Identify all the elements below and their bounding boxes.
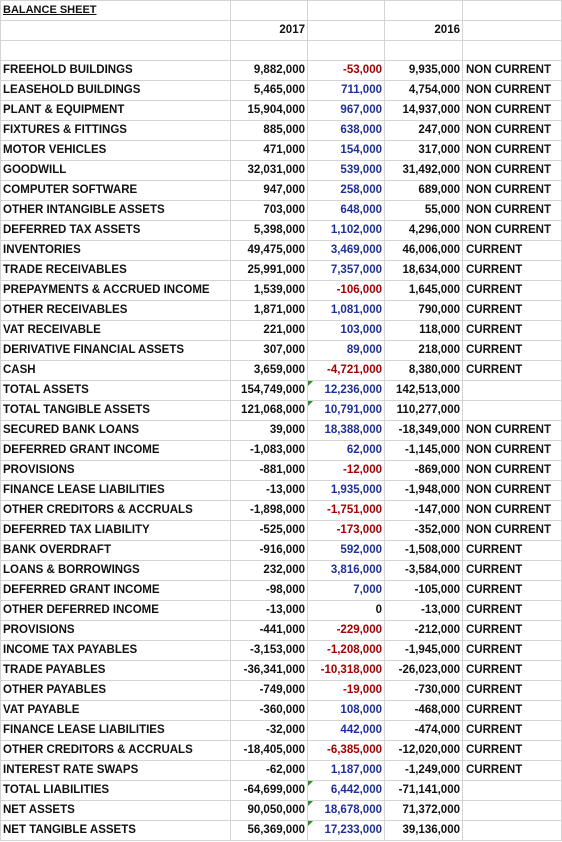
empty-cell[interactable] xyxy=(385,41,463,61)
row-label-cell[interactable]: NET TANGIBLE ASSETS xyxy=(1,821,231,841)
previous-year-cell[interactable]: -1,508,000 xyxy=(385,541,463,561)
row-label-cell[interactable]: OTHER CREDITORS & ACCRUALS xyxy=(1,501,231,521)
change-cell[interactable]: -229,000 xyxy=(308,621,385,641)
previous-year-cell[interactable]: -1,945,000 xyxy=(385,641,463,661)
row-label-cell[interactable]: LEASEHOLD BUILDINGS xyxy=(1,81,231,101)
table-row xyxy=(1,181,562,201)
change-cell[interactable]: 12,236,000 xyxy=(308,381,385,401)
previous-year-cell[interactable]: 142,513,000 xyxy=(385,381,463,401)
category-cell[interactable]: CURRENT xyxy=(463,581,562,601)
previous-year-cell[interactable]: -105,000 xyxy=(385,581,463,601)
category-cell[interactable]: CURRENT xyxy=(463,541,562,561)
current-year-cell[interactable]: -18,405,000 xyxy=(231,741,308,761)
category-cell[interactable]: NON CURRENT xyxy=(463,421,562,441)
category-cell[interactable]: CURRENT xyxy=(463,621,562,641)
previous-year-cell[interactable]: 9,935,000 xyxy=(385,61,463,81)
row-label-cell[interactable]: DERIVATIVE FINANCIAL ASSETS xyxy=(1,341,231,361)
category-cell[interactable]: NON CURRENT xyxy=(463,181,562,201)
change-cell[interactable]: 10,791,000 xyxy=(308,401,385,421)
table-row xyxy=(1,701,562,721)
row-label-cell[interactable]: CASH xyxy=(1,361,231,381)
change-cell[interactable]: -6,385,000 xyxy=(308,741,385,761)
table-row xyxy=(1,581,562,601)
previous-year-cell[interactable]: 4,754,000 xyxy=(385,81,463,101)
table-row xyxy=(1,401,562,421)
category-cell[interactable]: NON CURRENT xyxy=(463,521,562,541)
row-label-cell[interactable]: DEFERRED TAX LIABILITY xyxy=(1,521,231,541)
previous-year-cell[interactable]: 1,645,000 xyxy=(385,281,463,301)
current-year-cell[interactable]: 5,398,000 xyxy=(231,221,308,241)
row-label-cell[interactable]: OTHER PAYABLES xyxy=(1,681,231,701)
change-cell[interactable]: -4,721,000 xyxy=(308,361,385,381)
table-row xyxy=(1,381,562,401)
previous-year-cell[interactable]: 55,000 xyxy=(385,201,463,221)
table-row xyxy=(1,641,562,661)
table-row xyxy=(1,321,562,341)
previous-year-cell[interactable]: 46,006,000 xyxy=(385,241,463,261)
row-label-cell[interactable]: DEFERRED TAX ASSETS xyxy=(1,221,231,241)
previous-year-cell[interactable]: 218,000 xyxy=(385,341,463,361)
row-label-cell[interactable]: GOODWILL xyxy=(1,161,231,181)
current-year-cell[interactable]: 885,000 xyxy=(231,121,308,141)
current-year-cell[interactable]: 5,465,000 xyxy=(231,81,308,101)
previous-year-cell[interactable]: -26,023,000 xyxy=(385,661,463,681)
row-label-cell[interactable]: LOANS & BORROWINGS xyxy=(1,561,231,581)
table-row xyxy=(1,801,562,821)
change-cell[interactable]: 592,000 xyxy=(308,541,385,561)
empty-cell[interactable] xyxy=(385,1,463,21)
previous-year-cell[interactable]: -869,000 xyxy=(385,461,463,481)
category-cell[interactable]: NON CURRENT xyxy=(463,481,562,501)
change-cell[interactable]: 18,678,000 xyxy=(308,801,385,821)
change-cell[interactable]: -10,318,000 xyxy=(308,661,385,681)
current-year-cell[interactable]: 121,068,000 xyxy=(231,401,308,421)
category-cell[interactable]: NON CURRENT xyxy=(463,161,562,181)
row-label-cell[interactable]: DEFERRED GRANT INCOME xyxy=(1,581,231,601)
current-year-cell[interactable]: 9,882,000 xyxy=(231,61,308,81)
year-header-row xyxy=(1,21,562,41)
row-label-cell[interactable]: OTHER DEFERRED INCOME xyxy=(1,601,231,621)
row-label-cell[interactable]: INVENTORIES xyxy=(1,241,231,261)
category-cell[interactable] xyxy=(463,801,562,821)
empty-cell[interactable] xyxy=(308,41,385,61)
row-label-cell[interactable]: FIXTURES & FITTINGS xyxy=(1,121,231,141)
change-cell[interactable]: 62,000 xyxy=(308,441,385,461)
table-row xyxy=(1,821,562,841)
category-cell[interactable]: NON CURRENT xyxy=(463,201,562,221)
current-year-cell[interactable]: -1,083,000 xyxy=(231,441,308,461)
row-label-cell[interactable]: MOTOR VEHICLES xyxy=(1,141,231,161)
row-label-cell[interactable]: INTEREST RATE SWAPS xyxy=(1,761,231,781)
row-label-cell[interactable]: FINANCE LEASE LIABILITIES xyxy=(1,721,231,741)
row-label-cell[interactable]: COMPUTER SOFTWARE xyxy=(1,181,231,201)
sheet-body xyxy=(1,1,562,841)
category-cell[interactable]: CURRENT xyxy=(463,321,562,341)
previous-year-cell[interactable]: -18,349,000 xyxy=(385,421,463,441)
category-cell[interactable]: NON CURRENT xyxy=(463,441,562,461)
change-cell[interactable]: 638,000 xyxy=(308,121,385,141)
category-cell[interactable]: NON CURRENT xyxy=(463,501,562,521)
category-cell[interactable]: CURRENT xyxy=(463,741,562,761)
change-cell[interactable]: 967,000 xyxy=(308,101,385,121)
change-cell[interactable]: 89,000 xyxy=(308,341,385,361)
row-label-cell[interactable]: TOTAL LIABILITIES xyxy=(1,781,231,801)
change-cell[interactable]: -12,000 xyxy=(308,461,385,481)
row-label-cell[interactable]: NET ASSETS xyxy=(1,801,231,821)
current-year-cell[interactable]: -360,000 xyxy=(231,701,308,721)
table-row xyxy=(1,341,562,361)
table-row xyxy=(1,61,562,81)
previous-year-cell[interactable]: -71,141,000 xyxy=(385,781,463,801)
previous-year-cell[interactable]: -730,000 xyxy=(385,681,463,701)
current-year-cell[interactable]: 32,031,000 xyxy=(231,161,308,181)
row-label-cell[interactable]: VAT PAYABLE xyxy=(1,701,231,721)
change-cell[interactable]: -173,000 xyxy=(308,521,385,541)
category-cell[interactable]: CURRENT xyxy=(463,341,562,361)
current-year-cell[interactable]: 15,904,000 xyxy=(231,101,308,121)
category-cell[interactable]: CURRENT xyxy=(463,241,562,261)
current-year-cell[interactable]: 154,749,000 xyxy=(231,381,308,401)
table-row xyxy=(1,561,562,581)
empty-cell[interactable] xyxy=(308,21,385,41)
table-row xyxy=(1,741,562,761)
current-year-cell[interactable]: 3,659,000 xyxy=(231,361,308,381)
change-cell[interactable]: 18,388,000 xyxy=(308,421,385,441)
category-cell[interactable] xyxy=(463,821,562,841)
change-cell[interactable]: 539,000 xyxy=(308,161,385,181)
change-cell[interactable]: 3,816,000 xyxy=(308,561,385,581)
previous-year-cell[interactable]: 8,380,000 xyxy=(385,361,463,381)
row-label-cell[interactable]: VAT RECEIVABLE xyxy=(1,321,231,341)
change-cell[interactable]: -106,000 xyxy=(308,281,385,301)
current-year-cell[interactable]: 56,369,000 xyxy=(231,821,308,841)
category-cell[interactable]: CURRENT xyxy=(463,681,562,701)
previous-year-cell[interactable]: -468,000 xyxy=(385,701,463,721)
sheet-title[interactable]: BALANCE SHEET xyxy=(1,1,231,21)
previous-year-cell[interactable]: -474,000 xyxy=(385,721,463,741)
table-row xyxy=(1,101,562,121)
table-row xyxy=(1,721,562,741)
change-cell[interactable]: -1,751,000 xyxy=(308,501,385,521)
category-cell[interactable]: CURRENT xyxy=(463,761,562,781)
change-cell[interactable]: 3,469,000 xyxy=(308,241,385,261)
current-year-cell[interactable]: -36,341,000 xyxy=(231,661,308,681)
current-year-cell[interactable]: -64,699,000 xyxy=(231,781,308,801)
blank-row xyxy=(1,41,562,61)
current-year-cell[interactable]: 307,000 xyxy=(231,341,308,361)
previous-year-cell[interactable]: -12,020,000 xyxy=(385,741,463,761)
row-label-cell[interactable]: PLANT & EQUIPMENT xyxy=(1,101,231,121)
table-row xyxy=(1,361,562,381)
year-previous-header[interactable]: 2016 xyxy=(385,21,463,41)
category-cell[interactable]: CURRENT xyxy=(463,281,562,301)
current-year-cell[interactable]: 39,000 xyxy=(231,421,308,441)
previous-year-cell[interactable]: -13,000 xyxy=(385,601,463,621)
current-year-cell[interactable]: 1,871,000 xyxy=(231,301,308,321)
row-label-cell[interactable]: INCOME TAX PAYABLES xyxy=(1,641,231,661)
previous-year-cell[interactable]: 790,000 xyxy=(385,301,463,321)
previous-year-cell[interactable]: 110,277,000 xyxy=(385,401,463,421)
category-cell[interactable] xyxy=(463,781,562,801)
table-row xyxy=(1,281,562,301)
table-row xyxy=(1,441,562,461)
row-label-cell[interactable]: OTHER RECEIVABLES xyxy=(1,301,231,321)
row-label-cell[interactable]: FINANCE LEASE LIABILITIES xyxy=(1,481,231,501)
previous-year-cell[interactable]: 31,492,000 xyxy=(385,161,463,181)
row-label-cell[interactable]: TOTAL TANGIBLE ASSETS xyxy=(1,401,231,421)
table-row xyxy=(1,261,562,281)
empty-cell[interactable] xyxy=(463,21,562,41)
current-year-cell[interactable]: -98,000 xyxy=(231,581,308,601)
change-cell[interactable]: 258,000 xyxy=(308,181,385,201)
category-cell[interactable]: NON CURRENT xyxy=(463,81,562,101)
change-cell[interactable]: -1,208,000 xyxy=(308,641,385,661)
current-year-cell[interactable]: 221,000 xyxy=(231,321,308,341)
current-year-cell[interactable]: -916,000 xyxy=(231,541,308,561)
previous-year-cell[interactable]: -1,249,000 xyxy=(385,761,463,781)
change-cell[interactable]: 0 xyxy=(308,601,385,621)
title-row xyxy=(1,1,562,21)
table-row xyxy=(1,141,562,161)
current-year-cell[interactable]: 25,991,000 xyxy=(231,261,308,281)
row-label-cell[interactable]: TOTAL ASSETS xyxy=(1,381,231,401)
empty-cell[interactable] xyxy=(231,1,308,21)
table-row xyxy=(1,661,562,681)
change-cell[interactable]: 1,081,000 xyxy=(308,301,385,321)
category-cell[interactable]: NON CURRENT xyxy=(463,461,562,481)
change-cell[interactable]: -19,000 xyxy=(308,681,385,701)
change-cell[interactable]: 7,000 xyxy=(308,581,385,601)
previous-year-cell[interactable]: 247,000 xyxy=(385,121,463,141)
table-row xyxy=(1,681,562,701)
row-label-cell[interactable]: PREPAYMENTS & ACCRUED INCOME xyxy=(1,281,231,301)
previous-year-cell[interactable]: -212,000 xyxy=(385,621,463,641)
current-year-cell[interactable]: -3,153,000 xyxy=(231,641,308,661)
empty-cell[interactable] xyxy=(1,21,231,41)
empty-cell[interactable] xyxy=(1,41,231,61)
current-year-cell[interactable]: -525,000 xyxy=(231,521,308,541)
current-year-cell[interactable]: 947,000 xyxy=(231,181,308,201)
table-row xyxy=(1,501,562,521)
previous-year-cell[interactable]: 18,634,000 xyxy=(385,261,463,281)
row-label-cell[interactable]: TRADE PAYABLES xyxy=(1,661,231,681)
change-cell[interactable]: 1,187,000 xyxy=(308,761,385,781)
current-year-cell[interactable]: 1,539,000 xyxy=(231,281,308,301)
row-label-cell[interactable]: FREEHOLD BUILDINGS xyxy=(1,61,231,81)
category-cell[interactable]: CURRENT xyxy=(463,701,562,721)
change-cell[interactable]: 7,357,000 xyxy=(308,261,385,281)
row-label-cell[interactable]: TRADE RECEIVABLES xyxy=(1,261,231,281)
previous-year-cell[interactable]: -1,145,000 xyxy=(385,441,463,461)
change-cell[interactable]: 1,935,000 xyxy=(308,481,385,501)
current-year-cell[interactable]: 471,000 xyxy=(231,141,308,161)
category-cell[interactable]: CURRENT xyxy=(463,721,562,741)
table-row xyxy=(1,161,562,181)
row-label-cell[interactable]: DEFERRED GRANT INCOME xyxy=(1,441,231,461)
change-cell[interactable]: -53,000 xyxy=(308,61,385,81)
table-row xyxy=(1,541,562,561)
previous-year-cell[interactable]: 689,000 xyxy=(385,181,463,201)
change-cell[interactable]: 108,000 xyxy=(308,701,385,721)
change-cell[interactable]: 154,000 xyxy=(308,141,385,161)
table-row xyxy=(1,781,562,801)
empty-cell[interactable] xyxy=(231,41,308,61)
table-row xyxy=(1,481,562,501)
row-label-cell[interactable]: BANK OVERDRAFT xyxy=(1,541,231,561)
change-cell[interactable]: 6,442,000 xyxy=(308,781,385,801)
table-row xyxy=(1,601,562,621)
change-cell[interactable]: 103,000 xyxy=(308,321,385,341)
previous-year-cell[interactable]: -3,584,000 xyxy=(385,561,463,581)
year-current-header[interactable]: 2017 xyxy=(231,21,308,41)
category-cell[interactable]: CURRENT xyxy=(463,641,562,661)
previous-year-cell[interactable]: 71,372,000 xyxy=(385,801,463,821)
table-row xyxy=(1,241,562,261)
current-year-cell[interactable]: -441,000 xyxy=(231,621,308,641)
table-row xyxy=(1,461,562,481)
row-label-cell[interactable]: PROVISIONS xyxy=(1,461,231,481)
category-cell[interactable]: NON CURRENT xyxy=(463,221,562,241)
category-cell[interactable]: CURRENT xyxy=(463,301,562,321)
category-cell[interactable]: CURRENT xyxy=(463,601,562,621)
previous-year-cell[interactable]: -352,000 xyxy=(385,521,463,541)
table-row xyxy=(1,221,562,241)
empty-cell[interactable] xyxy=(463,1,562,21)
previous-year-cell[interactable]: 14,937,000 xyxy=(385,101,463,121)
category-cell[interactable] xyxy=(463,381,562,401)
category-cell[interactable]: NON CURRENT xyxy=(463,61,562,81)
current-year-cell[interactable]: -1,898,000 xyxy=(231,501,308,521)
change-cell[interactable]: 17,233,000 xyxy=(308,821,385,841)
empty-cell[interactable] xyxy=(308,1,385,21)
previous-year-cell[interactable]: 4,296,000 xyxy=(385,221,463,241)
empty-cell[interactable] xyxy=(463,41,562,61)
current-year-cell[interactable]: -749,000 xyxy=(231,681,308,701)
current-year-cell[interactable]: 232,000 xyxy=(231,561,308,581)
category-cell[interactable]: NON CURRENT xyxy=(463,141,562,161)
table-row xyxy=(1,521,562,541)
row-label-cell[interactable]: OTHER CREDITORS & ACCRUALS xyxy=(1,741,231,761)
table-row xyxy=(1,761,562,781)
previous-year-cell[interactable]: 317,000 xyxy=(385,141,463,161)
category-cell[interactable]: CURRENT xyxy=(463,261,562,281)
current-year-cell[interactable]: -62,000 xyxy=(231,761,308,781)
current-year-cell[interactable]: -13,000 xyxy=(231,601,308,621)
change-cell[interactable]: 442,000 xyxy=(308,721,385,741)
category-cell[interactable]: NON CURRENT xyxy=(463,101,562,121)
current-year-cell[interactable]: 49,475,000 xyxy=(231,241,308,261)
current-year-cell[interactable]: -881,000 xyxy=(231,461,308,481)
previous-year-cell[interactable]: 39,136,000 xyxy=(385,821,463,841)
table-row xyxy=(1,421,562,441)
category-cell[interactable]: CURRENT xyxy=(463,661,562,681)
category-cell[interactable]: CURRENT xyxy=(463,561,562,581)
current-year-cell[interactable]: 703,000 xyxy=(231,201,308,221)
current-year-cell[interactable]: -13,000 xyxy=(231,481,308,501)
table-row xyxy=(1,121,562,141)
change-cell[interactable]: 711,000 xyxy=(308,81,385,101)
current-year-cell[interactable]: 90,050,000 xyxy=(231,801,308,821)
category-cell[interactable]: CURRENT xyxy=(463,361,562,381)
row-label-cell[interactable]: PROVISIONS xyxy=(1,621,231,641)
category-cell[interactable] xyxy=(463,401,562,421)
table-row xyxy=(1,81,562,101)
category-cell[interactable]: NON CURRENT xyxy=(463,121,562,141)
table-row xyxy=(1,201,562,221)
table-row xyxy=(1,621,562,641)
current-year-cell[interactable]: -32,000 xyxy=(231,721,308,741)
previous-year-cell[interactable]: -147,000 xyxy=(385,501,463,521)
previous-year-cell[interactable]: -1,948,000 xyxy=(385,481,463,501)
previous-year-cell[interactable]: 118,000 xyxy=(385,321,463,341)
change-cell[interactable]: 1,102,000 xyxy=(308,221,385,241)
change-cell[interactable]: 648,000 xyxy=(308,201,385,221)
row-label-cell[interactable]: SECURED BANK LOANS xyxy=(1,421,231,441)
row-label-cell[interactable]: OTHER INTANGIBLE ASSETS xyxy=(1,201,231,221)
table-row xyxy=(1,301,562,321)
